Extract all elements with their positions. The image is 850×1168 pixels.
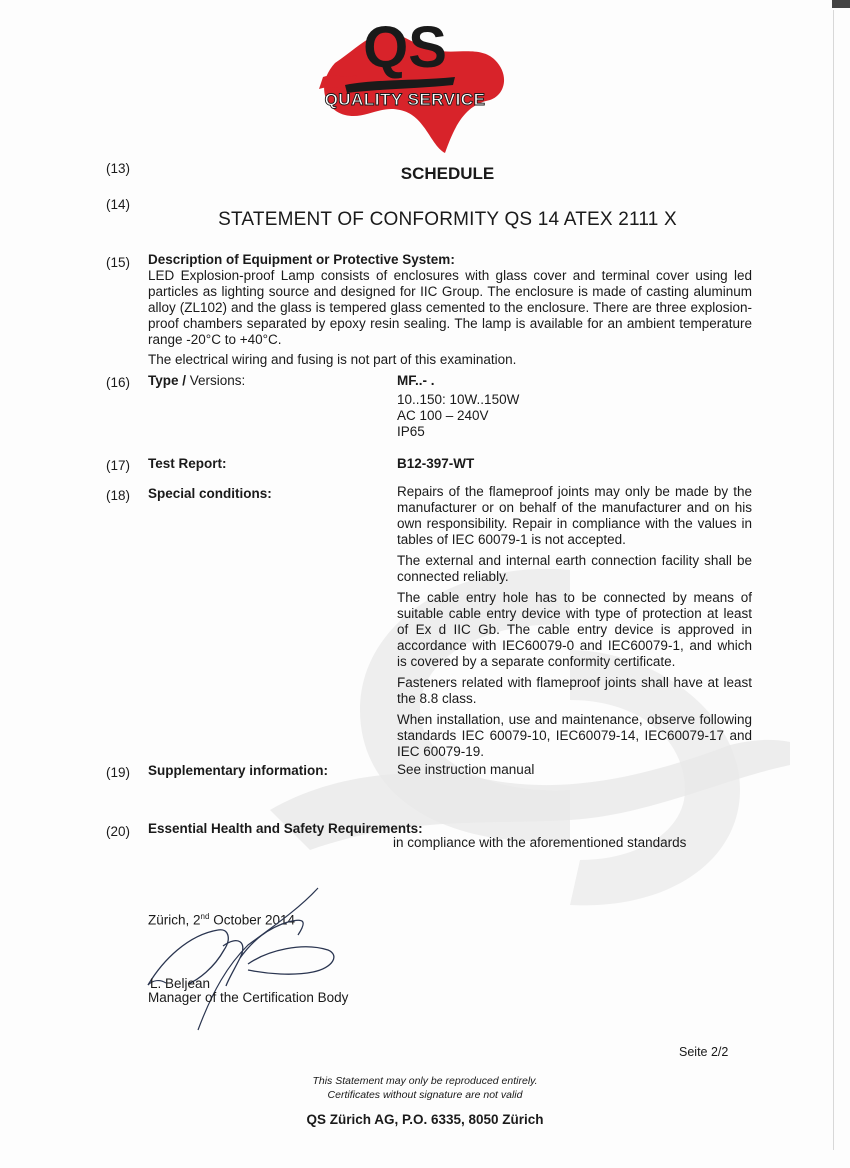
section-number-20: (20) xyxy=(106,824,131,839)
type-versions-label xyxy=(148,373,245,388)
section-number-18: (18) xyxy=(106,488,131,503)
special-conditions-list xyxy=(397,484,752,765)
section-number-19: (19) xyxy=(106,765,131,780)
spec-voltage: AC 100 – 240V xyxy=(397,408,489,423)
examination-note: The electrical wiring and fusing is not part of this examination. xyxy=(148,352,517,367)
section-number-16: (16) xyxy=(106,375,131,390)
spec-power: 10..150: 10W..150W xyxy=(397,392,520,407)
signature-place: Zürich, xyxy=(148,912,194,928)
handwritten-signature xyxy=(128,880,348,1040)
condition-standards: When installation, use and maintenance, observe following standards IEC 60079-10, IEC60079-14, IEC60079-17 and IEC 60079-19. xyxy=(397,712,752,759)
statement-title: STATEMENT OF CONFORMITY QS 14 ATEX 2111 X xyxy=(218,209,677,230)
description-text: LED Explosion-proof Lamp consists of enclosures with glass cover and terminal cover using led particles as lighting source and designed for IIC Group. The enclosure is made of casting aluminum alloy (ZL102) and the glass is tempered glass cemented to the enclosure. There are three explosion-proof chambers separated by epoxy resin sealing. The lamp is available for an ambient temperature range -20°C to +40°C. xyxy=(148,268,752,347)
description-label: Description of Equipment or Protective System: xyxy=(148,252,455,267)
footer-company-address: QS Zürich AG, P.O. 6335, 8050 Zürich xyxy=(306,1112,544,1127)
signature-day: 2 xyxy=(193,912,201,928)
ehsr-value: in compliance with the aforementioned standards xyxy=(393,835,687,850)
special-conditions-label: Special conditions: xyxy=(148,486,272,501)
section-number-15: (15) xyxy=(106,255,131,270)
condition-cable-entry: The cable entry hole has to be connected by means of suitable cable entry device with type of protection at least of Ex d IIC Gb. The cable entry device is approved in accordance with IEC60079-0 and IEC60079-1, and which is covered by a separate conformity certificate. xyxy=(397,590,752,669)
footer-reproduction-note: This Statement may only be reproduced entirely. xyxy=(312,1075,538,1087)
test-report-label: Test Report: xyxy=(148,456,227,471)
type-label: Type / xyxy=(148,373,187,388)
test-report-value: B12-397-WT xyxy=(397,456,475,471)
condition-earth-connection: The external and internal earth connection facility shall be connected reliably. xyxy=(397,553,752,584)
supplementary-info-value: See instruction manual xyxy=(397,762,535,777)
schedule-title: SCHEDULE xyxy=(400,164,495,183)
supplementary-info-label: Supplementary information: xyxy=(148,763,329,778)
qs-quality-service-logo xyxy=(305,5,510,155)
spec-ip-rating: IP65 xyxy=(397,424,425,439)
signature-month-year: October 2014 xyxy=(209,912,295,928)
scan-edge-mark xyxy=(832,0,850,8)
type-specs xyxy=(397,392,752,440)
section-number-14: (14) xyxy=(106,197,131,212)
signature-day-suffix: nd xyxy=(200,912,210,921)
signatory-role: Manager of the Certification Body xyxy=(148,990,349,1005)
condition-fasteners: Fasteners related with flameproof joints shall have at least the 8.8 class. xyxy=(397,675,752,706)
logo-tagline: QUALITY SERVICE xyxy=(324,90,486,109)
footer-signature-note: Certificates without signature are not valid xyxy=(327,1089,523,1101)
logo-initials: QS xyxy=(363,15,447,80)
condition-repairs: Repairs of the flameproof joints may only be made by the manufacturer or on behalf of the manufacturer and on his own responsibility. Repair in compliance with the values in tables of IEC 60079-1 is not accepted. xyxy=(397,484,752,547)
type-value: MF..- . xyxy=(397,373,435,388)
page-number: Seite 2/2 xyxy=(679,1045,729,1059)
section-number-13: (13) xyxy=(106,161,131,176)
signatory-name: L. Beljean xyxy=(150,976,211,991)
versions-label: Versions: xyxy=(186,373,246,388)
section-number-17: (17) xyxy=(106,458,131,473)
ehsr-label: Essential Health and Safety Requirements: xyxy=(148,821,423,836)
